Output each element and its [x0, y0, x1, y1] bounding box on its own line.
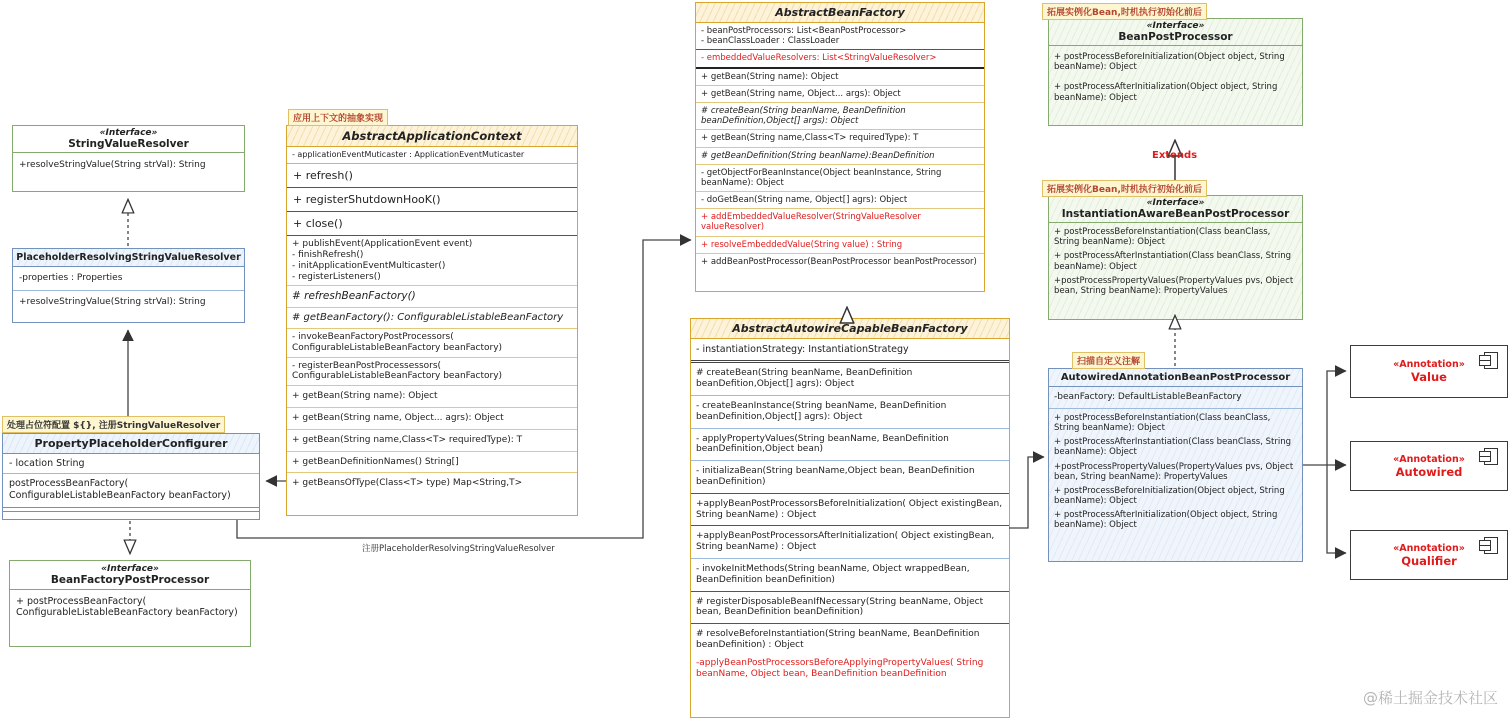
method: # getBeanDefinition(String beanName):BeanDefinition	[696, 147, 984, 164]
attribute: -properties : Properties	[19, 273, 123, 283]
method: + addBeanPostProcessor(BeanPostProcessor beanPostProcessor)	[696, 253, 984, 270]
annotation-name: Autowired	[1395, 464, 1463, 479]
class-title: StringValueResolver	[68, 138, 189, 150]
stereotype-interface: «Interface»	[1146, 21, 1205, 31]
method: # registerDisposableBeanIfNecessary(String beanName, Object bean, BeanDefinition beanDefinition)	[691, 591, 1009, 624]
method: - initApplicationEventMulticaster()	[292, 260, 446, 271]
class-abstract-bean-factory	[695, 2, 985, 292]
edge-to-value	[1327, 371, 1346, 465]
method: + getBean(String name): Object	[287, 385, 577, 407]
method-red: + addEmbeddedValueResolver(StringValueResolver valueResolver)	[696, 208, 984, 235]
stereotype-annotation: «Annotation»	[1393, 542, 1465, 554]
method: - getObjectForBeanInstance(Object beanInstance, String beanName): Object	[696, 164, 984, 191]
stereotype-annotation: «Annotation»	[1393, 453, 1465, 465]
method: +postProcessPropertyValues(PropertyValues pvs, Object bean, String beanName): PropertyValues	[1054, 275, 1294, 296]
class-bean-factory-post-processor	[9, 560, 251, 647]
class-autowired-annotation-bean-post-processor	[1048, 368, 1303, 562]
note-bean-post-processor: 拓展实例化Bean,时机执行初始化前后	[1042, 3, 1207, 20]
class-instantiation-aware-bean-post-processor	[1048, 195, 1303, 320]
class-title: BeanFactoryPostProcessor	[50, 574, 210, 586]
method: + postProcessAfterInstantiation(Class beanClass, String beanName): Object	[1054, 251, 1292, 272]
edge-to-qualifier	[1327, 465, 1346, 553]
class-title: BeanPostProcessor	[1118, 31, 1233, 43]
annotation-name: Qualifier	[1401, 553, 1457, 568]
class-title: AutowiredAnnotationBeanPostProcessor	[1049, 369, 1302, 387]
method: + getBeansOfType(Class<T> type) Map<String,T>	[287, 472, 577, 494]
attribute-red: - embeddedValueResolvers: List<StringValueResolver>	[696, 49, 984, 68]
method: - registerBeanPostProcessessors( ConfigurableListableBeanFactory beanFactory)	[287, 357, 577, 386]
class-abstract-autowire-capable-bean-factory	[690, 318, 1010, 718]
component-icon	[1484, 537, 1498, 554]
method: # createBean(String beanName, BeanDefinition beanDefinition,Object[] args): Object	[696, 102, 984, 129]
class-abstract-application-context	[286, 125, 578, 516]
method: + getBean(String name): Object	[701, 71, 839, 82]
method-red: -applyBeanPostProcessorsBeforeApplyingPropertyValues( String beanName, Object bean, BeanDefinition beanDefinition	[696, 657, 984, 679]
annotation-value	[1350, 345, 1508, 398]
method: +applyBeanPostProcessorsAfterInitialization( Object existingBean, String beanName) : Object	[691, 525, 1009, 558]
class-header	[13, 126, 244, 153]
class-title: AbstractBeanFactory	[696, 3, 984, 23]
method: + postProcessAfterInitialization(Object object, String beanName): Object	[1054, 82, 1278, 103]
method: - createBeanInstance(String beanName, BeanDefinition beanDefinition,Object[] agrs): Object	[691, 395, 1009, 428]
method: +resolveStringValue(String strVal): String	[19, 160, 206, 170]
attribute: - beanClassLoader : ClassLoader	[701, 36, 840, 47]
method: - initializaBean(String beanName,Object bean, BeanDefinition beanDefinition)	[691, 460, 1009, 493]
class-property-placeholder-configurer	[2, 433, 260, 520]
method-group	[287, 235, 577, 285]
method: # getBeanFactory(): ConfigurableListableBeanFactory	[287, 307, 577, 328]
class-header	[10, 561, 250, 590]
edge-factory-to-autowired-bpp	[1009, 457, 1044, 528]
class-header	[1049, 19, 1302, 46]
method-red: + resolveEmbeddedValue(String value) : String	[696, 236, 984, 253]
attribute: - applicationEventMuticaster : ApplicationEventMuticaster	[287, 147, 577, 164]
method: - invokeInitMethods(String beanName, Object wrappedBean, BeanDefinition beanDefinition)	[691, 558, 1009, 591]
method: +postProcessPropertyValues(PropertyValues pvs, Object bean, String beanName): PropertyValues	[1054, 461, 1294, 482]
method: + refresh()	[293, 168, 353, 182]
class-bean-post-processor	[1048, 18, 1303, 126]
method: + registerShutdownHooK()	[287, 187, 577, 211]
attribute: - location String	[9, 458, 85, 469]
method: + publishEvent(ApplicationEvent event)	[292, 239, 473, 250]
method: + getBean(String name,Class<T> requiredType): T	[287, 429, 577, 451]
label-extends: Extends	[1152, 150, 1198, 161]
label-register-resolver: 注册PlaceholderResolvingStringValueResolver	[362, 544, 555, 554]
attribute: -beanFactory: DefaultListableBeanFactory	[1054, 392, 1242, 402]
method: + getBean(String name, Object... agrs): Object	[287, 407, 577, 429]
method: + postProcessAfterInitialization(Object object, String beanName): Object	[1054, 510, 1278, 531]
method: + postProcessBeanFactory( ConfigurableListableBeanFactory beanFactory)	[16, 596, 238, 619]
class-title: InstantiationAwareBeanPostProcessor	[1061, 208, 1290, 220]
class-placeholder-resolving-string-value-resolver	[12, 248, 245, 323]
double-separator	[3, 507, 259, 512]
class-title: AbstractAutowireCapableBeanFactory	[691, 319, 1009, 339]
annotation-name: Value	[1411, 370, 1447, 384]
method: # resolveBeforeInstantiation(String beanName, BeanDefinition beanDefinition) : Object	[691, 623, 1009, 656]
method: # refreshBeanFactory()	[287, 285, 577, 307]
method: - finishRefresh()	[292, 249, 364, 260]
class-title: PropertyPlaceholderConfigurer	[3, 434, 259, 454]
stereotype-interface: «Interface»	[101, 564, 159, 574]
class-string-value-resolver	[12, 125, 245, 192]
stereotype-annotation: «Annotation»	[1393, 359, 1465, 370]
note-placeholder: 处理占位符配置 ${}, 注册StringValueResolver	[2, 416, 225, 433]
stereotype-interface: «Interface»	[1146, 198, 1205, 208]
method: + postProcessAfterInstantiation(Class beanClass, String beanName): Object	[1054, 437, 1292, 458]
method: postProcessBeanFactory( ConfigurableListableBeanFactory beanFactory)	[3, 473, 259, 505]
method: + getBeanDefinitionNames() String[]	[287, 451, 577, 473]
method: +applyBeanPostProcessorsBeforeInitialization( Object existingBean, String beanName) : Object	[691, 493, 1009, 526]
method: - doGetBean(String name, Object[] agrs): Object	[696, 191, 984, 208]
method: + postProcessBeforeInstantiation(Class beanClass, String beanName): Object	[1049, 408, 1302, 435]
note-instantiation-aware: 拓展实例化Bean,时机执行初始化前后	[1042, 180, 1207, 197]
component-icon	[1484, 448, 1498, 465]
method: + postProcessBeforeInitialization(Object object, String beanName): Object	[1054, 52, 1285, 73]
attribute: - instantiationStrategy: InstantiationStrategy	[691, 339, 1009, 363]
method: + getBean(String name,Class<T> requiredType): T	[696, 129, 984, 146]
class-header	[1049, 196, 1302, 223]
attribute: - beanPostProcessors: List<BeanPostProcessor>	[701, 26, 907, 36]
note-scan-annotation: 扫描自定义注解	[1072, 352, 1145, 369]
component-icon	[1484, 352, 1498, 369]
method: + postProcessBeforeInstantiation(Class beanClass, String beanName): Object	[1054, 227, 1271, 248]
method: +resolveStringValue(String strVal): String	[13, 290, 244, 314]
method: + close()	[287, 211, 577, 235]
method: - registerListeners()	[292, 271, 381, 282]
method: - invokeBeanFactoryPostProcessors( ConfigurableListableBeanFactory beanFactory)	[287, 328, 577, 357]
annotation-autowired	[1350, 441, 1508, 491]
stereotype-interface: «Interface»	[99, 128, 158, 138]
method: + postProcessBeforeInitialization(Object object, String beanName): Object	[1054, 485, 1285, 507]
watermark: @稀土掘金技术社区	[1362, 689, 1498, 707]
note-application-context: 应用上下文的抽象实现	[288, 109, 388, 126]
method: # createBean(String beanName, BeanDefinition beanDefition,Object[] agrs): Object	[696, 368, 913, 390]
class-title: AbstractApplicationContext	[287, 126, 577, 147]
class-title: PlaceholderResolvingStringValueResolver	[13, 249, 244, 267]
annotation-qualifier	[1350, 530, 1508, 580]
method: + getBean(String name, Object... args): Object	[696, 85, 984, 102]
method: - applyPropertyValues(String beanName, BeanDefinition beanDefinition,Object bean)	[691, 428, 1009, 461]
